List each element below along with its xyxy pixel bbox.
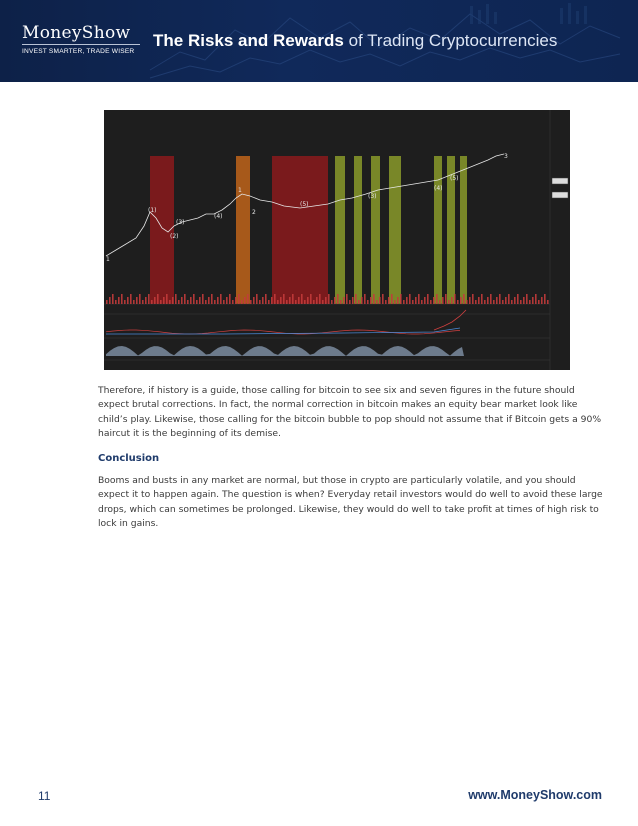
volume-bar	[205, 300, 207, 304]
volume-bar	[199, 297, 201, 304]
volume-bar	[391, 294, 393, 304]
logo-name: MoneyShow	[22, 23, 131, 43]
wave-label: 2	[252, 209, 256, 216]
wave-label: (3)	[176, 219, 185, 226]
volume-bar	[256, 294, 258, 304]
bitcoin-chart	[104, 110, 570, 370]
volume-bar	[280, 297, 282, 304]
volume-bar	[178, 300, 180, 304]
volume-bar	[283, 294, 285, 304]
volume-bar	[541, 297, 543, 304]
volume-bar	[274, 294, 276, 304]
volume-bar	[373, 294, 375, 304]
volume-bar	[514, 297, 516, 304]
volume-bar	[394, 300, 396, 304]
volume-bar	[304, 300, 306, 304]
volume-bar	[208, 297, 210, 304]
volume-bar	[166, 294, 168, 304]
volume-bar	[496, 297, 498, 304]
shaded-band	[389, 156, 401, 304]
volume-bar	[526, 294, 528, 304]
price-marker	[552, 192, 568, 198]
volume-bar	[349, 300, 351, 304]
volume-bar	[475, 300, 477, 304]
volume-bar	[118, 297, 120, 304]
volume-bar	[142, 300, 144, 304]
rsi-area	[106, 346, 464, 356]
volume-bar	[247, 294, 249, 304]
volume-bar	[442, 297, 444, 304]
volume-bar	[298, 297, 300, 304]
volume-bar	[145, 297, 147, 304]
volume-bar	[364, 294, 366, 304]
volume-bar	[439, 300, 441, 304]
wave-label: (5)	[300, 201, 309, 208]
volume-bar	[379, 297, 381, 304]
volume-bar	[340, 300, 342, 304]
shaded-band	[460, 156, 467, 304]
volume-bar	[175, 294, 177, 304]
volume-bar	[436, 294, 438, 304]
logo-tagline: INVEST SMARTER, TRADE WISER	[22, 48, 135, 55]
wave-label: (5)	[450, 175, 459, 182]
volume-bar	[337, 294, 339, 304]
volume-bar	[259, 300, 261, 304]
volume-bar	[529, 300, 531, 304]
volume-bar	[133, 300, 135, 304]
volume-bar	[430, 300, 432, 304]
volume-bar	[343, 297, 345, 304]
volume-bar	[130, 294, 132, 304]
volume-bar	[289, 297, 291, 304]
volume-bar	[271, 297, 273, 304]
volume-bar	[511, 300, 513, 304]
volume-bar	[109, 297, 111, 304]
macd-line-spike	[434, 310, 466, 330]
volume-bar	[415, 297, 417, 304]
volume-bar	[388, 297, 390, 304]
volume-bar	[346, 294, 348, 304]
volume-bar	[112, 294, 114, 304]
volume-bar	[520, 300, 522, 304]
wave-label: (4)	[214, 213, 223, 220]
volume-bar	[124, 300, 126, 304]
volume-bar	[220, 294, 222, 304]
volume-bar	[493, 300, 495, 304]
volume-bar	[532, 297, 534, 304]
volume-bar	[403, 300, 405, 304]
wave-label: (3)	[368, 193, 377, 200]
volume-bar	[472, 294, 474, 304]
volume-bar	[310, 294, 312, 304]
volume-bar	[241, 300, 243, 304]
volume-bar	[355, 294, 357, 304]
shaded-band	[434, 156, 442, 304]
volume-bar	[325, 297, 327, 304]
paragraph-history: Therefore, if history is a guide, those calling for bitcoin to see six and seven figures in the future should expect brutal corrections. In fact, the normal correction in bitcoin makes an equity bear market look like child’s play. Likewise, those calling for the bitcoin bubble to pop should not assume that if Bitcoin gets a 90% haircut it is the beginning of its demise.	[98, 385, 602, 439]
volume-bar	[454, 294, 456, 304]
wave-label: (1)	[148, 207, 157, 214]
volume-bar	[163, 297, 165, 304]
shaded-band	[371, 156, 380, 304]
volume-bar	[397, 297, 399, 304]
volume-bar	[328, 294, 330, 304]
volume-bar	[301, 294, 303, 304]
volume-bar	[334, 297, 336, 304]
volume-bar	[469, 297, 471, 304]
volume-bar	[508, 294, 510, 304]
volume-bar	[106, 300, 108, 304]
volume-bar	[181, 297, 183, 304]
volume-bar	[427, 294, 429, 304]
volume-bar	[226, 297, 228, 304]
volume-bar	[457, 300, 459, 304]
volume-bar	[505, 297, 507, 304]
volume-bar	[268, 300, 270, 304]
paragraph-conclusion: Booms and busts in any market are normal, but those in crypto are particularly volatile, and you should expect it to happen again. The question is when? Everyday retail investors would do well to avoid these large drops, which can sometimes be prolonged. Likewise, they would do well to take profit at times of high risk to lock in gains.	[98, 475, 603, 529]
wave-label: (4)	[434, 185, 443, 192]
volume-bar	[544, 294, 546, 304]
volume-bar	[538, 300, 540, 304]
volume-bar	[433, 297, 435, 304]
moneyshow-logo	[22, 24, 140, 60]
volume-bar	[262, 297, 264, 304]
volume-bar	[502, 300, 504, 304]
volume-bar	[547, 300, 549, 304]
volume-bar	[382, 294, 384, 304]
volume-bar	[193, 294, 195, 304]
volume-bar	[211, 294, 213, 304]
shaded-band	[354, 156, 362, 304]
title-strong: The Risks and Rewards	[153, 31, 344, 50]
wave-label: (2)	[170, 233, 179, 240]
volume-bar	[484, 300, 486, 304]
volume-bar	[352, 297, 354, 304]
volume-bar	[235, 297, 237, 304]
volume-bar	[217, 297, 219, 304]
wave-label: 1	[238, 187, 242, 194]
volume-bar	[157, 294, 159, 304]
volume-bar	[214, 300, 216, 304]
volume-bar	[286, 300, 288, 304]
volume-bar	[238, 294, 240, 304]
volume-bar	[466, 300, 468, 304]
volume-bar	[376, 300, 378, 304]
conclusion-heading: Conclusion	[98, 453, 160, 464]
shaded-band	[272, 156, 328, 304]
volume-bar	[202, 294, 204, 304]
volume-bar	[460, 297, 462, 304]
volume-bar	[316, 297, 318, 304]
shaded-band	[236, 156, 250, 304]
bitcoin-chart-svg	[104, 110, 570, 370]
volume-bar	[478, 297, 480, 304]
volume-bar	[445, 294, 447, 304]
volume-bar	[250, 300, 252, 304]
volume-bar	[277, 300, 279, 304]
volume-bar	[232, 300, 234, 304]
website-link[interactable]: www.MoneyShow.com	[468, 788, 602, 802]
volume-bar	[265, 294, 267, 304]
volume-bar	[409, 294, 411, 304]
volume-bar	[127, 297, 129, 304]
volume-bar	[160, 300, 162, 304]
volume-bar	[229, 294, 231, 304]
volume-bar	[523, 297, 525, 304]
volume-bar	[358, 300, 360, 304]
volume-bar	[322, 300, 324, 304]
wave-label: 1	[106, 256, 110, 263]
volume-bar	[424, 297, 426, 304]
volume-bar	[412, 300, 414, 304]
page-number: 11	[38, 789, 51, 803]
volume-bar	[184, 294, 186, 304]
volume-bar	[406, 297, 408, 304]
volume-bar	[361, 297, 363, 304]
volume-bar	[136, 297, 138, 304]
volume-bar	[367, 300, 369, 304]
volume-bar	[418, 294, 420, 304]
volume-bar	[499, 294, 501, 304]
volume-bar	[151, 300, 153, 304]
volume-bar	[139, 294, 141, 304]
volume-bar	[421, 300, 423, 304]
volume-bar	[370, 297, 372, 304]
volume-bar	[319, 294, 321, 304]
logo-divider	[22, 44, 140, 45]
volume-bar	[190, 297, 192, 304]
shaded-band	[335, 156, 345, 304]
page-title	[153, 31, 557, 51]
volume-bar	[223, 300, 225, 304]
volume-bar	[331, 300, 333, 304]
volume-bar	[400, 294, 402, 304]
volume-bar	[244, 297, 246, 304]
title-rest: of Trading Cryptocurrencies	[343, 31, 558, 50]
volume-bar	[154, 297, 156, 304]
price-marker	[552, 178, 568, 184]
page-header	[0, 0, 638, 82]
volume-bar	[451, 297, 453, 304]
volume-bar	[313, 300, 315, 304]
volume-bar	[307, 297, 309, 304]
volume-bar	[487, 297, 489, 304]
volume-bar	[121, 294, 123, 304]
volume-bar	[481, 294, 483, 304]
volume-bar	[169, 300, 171, 304]
volume-bar	[295, 300, 297, 304]
volume-bar	[292, 294, 294, 304]
wave-label: 3	[504, 153, 508, 160]
volume-bar	[187, 300, 189, 304]
volume-bar	[517, 294, 519, 304]
volume-bar	[196, 300, 198, 304]
volume-bar	[385, 300, 387, 304]
volume-bar	[253, 297, 255, 304]
volume-bar	[535, 294, 537, 304]
volume-bar	[115, 300, 117, 304]
volume-bar	[463, 294, 465, 304]
volume-bar	[172, 297, 174, 304]
volume-bar	[490, 294, 492, 304]
volume-bar	[448, 300, 450, 304]
volume-bar	[148, 294, 150, 304]
